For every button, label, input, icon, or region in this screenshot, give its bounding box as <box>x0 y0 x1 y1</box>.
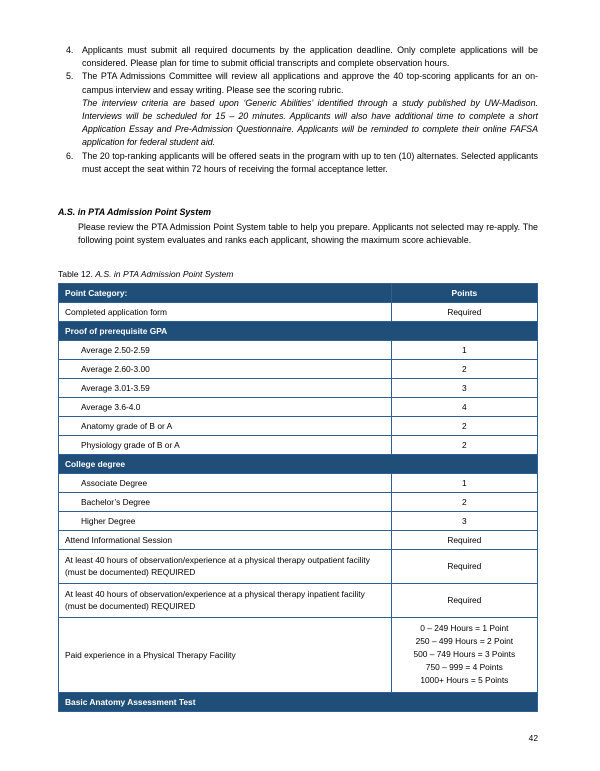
table-row <box>59 379 538 398</box>
table-cell-points <box>391 531 537 550</box>
table-cell-category-text: Higher Degree <box>81 516 136 526</box>
points-tier: 750 – 999 = 4 Points <box>425 662 503 673</box>
table-cell-points <box>391 550 537 584</box>
list-item-body <box>82 44 538 70</box>
table-cell-category-text: Anatomy grade of B or A <box>81 421 173 431</box>
table-cell-points-text: 1 <box>462 478 467 488</box>
table-cell-points <box>391 583 537 617</box>
table-cell-category <box>59 341 392 360</box>
table-cell-category-text: Paid experience in a Physical Therapy Facility <box>65 649 236 660</box>
points-tier: 250 – 499 Hours = 2 Point <box>415 635 514 646</box>
table-section-label: Basic Anatomy Assessment Test <box>65 696 196 707</box>
section-paragraph: Please review the PTA Admission Point System table to help you prepare. Applicants not selected may re-apply. The following point system evaluates and ranks each applicant, showing the maximum score achievable. <box>78 222 538 246</box>
list-item-text: The 20 top-ranking applicants will be offered seats in the program with up to ten (10) alternates. Selected applicants must accept the seat within 72 hours of receiving the formal acceptance letter. <box>82 150 538 174</box>
list-item <box>62 70 538 149</box>
table-section-label: Proof of prerequisite GPA <box>65 326 168 336</box>
table-cell-points <box>391 474 537 493</box>
table-cell-category-text: Completed application form <box>65 307 167 317</box>
table-row <box>59 493 538 512</box>
table-cell-points-text: Required <box>447 307 482 317</box>
table-header-row <box>59 284 538 303</box>
table-caption <box>58 269 233 279</box>
list-item-body <box>82 70 538 149</box>
points-tier-list <box>392 618 537 692</box>
table-row <box>59 398 538 417</box>
table-cell-points-text: 4 <box>462 402 467 412</box>
table-cell-points-text: Required <box>447 595 482 606</box>
table-row <box>59 550 538 584</box>
points-tier: 1000+ Hours = 5 Points <box>420 675 509 686</box>
table-cell-points-text: 3 <box>462 383 467 393</box>
table-cell-category <box>59 583 392 617</box>
table-cell-points-text: Required <box>447 535 482 545</box>
table-cell-points-text: Required <box>447 561 482 572</box>
table-cell-category-text: Average 3.6-4.0 <box>81 402 141 412</box>
table-section-row <box>59 322 538 341</box>
table-cell-category-text: Physiology grade of B or A <box>81 440 180 450</box>
table-cell-points <box>391 512 537 531</box>
table-cell-category <box>59 360 392 379</box>
points-tier: 0 – 249 Hours = 1 Point <box>420 622 509 633</box>
table-section-cell <box>59 455 538 474</box>
table-cell-category-text: Attend Informational Session <box>65 535 173 545</box>
table-cell-points-text: 2 <box>462 364 467 374</box>
table-cell-category <box>59 512 392 531</box>
table-row <box>59 617 538 692</box>
table-cell-points-text: 2 <box>462 421 467 431</box>
list-item <box>62 150 538 176</box>
table-caption-label: Table 12. <box>58 269 96 279</box>
table-cell-points <box>391 360 537 379</box>
table-cell-points <box>391 417 537 436</box>
points-tier: 500 – 749 Hours = 3 Points <box>413 649 516 660</box>
table-cell-category <box>59 617 392 692</box>
list-item-number: 6. <box>66 150 74 161</box>
table-cell-category <box>59 493 392 512</box>
table-row <box>59 360 538 379</box>
list-item <box>62 44 538 70</box>
table-row <box>59 341 538 360</box>
table-row <box>59 417 538 436</box>
table-cell-category <box>59 417 392 436</box>
table-cell-points <box>391 398 537 417</box>
table-cell-points-text: 1 <box>462 345 467 355</box>
list-item-body <box>82 150 538 176</box>
table-cell-points-text: 3 <box>462 516 467 526</box>
header-cell-category <box>59 284 392 303</box>
header-label-points: Points <box>451 288 478 298</box>
table-row <box>59 531 538 550</box>
table-section-row <box>59 692 538 711</box>
table-row <box>59 512 538 531</box>
table-cell-category <box>59 550 392 584</box>
table-section-cell <box>59 322 538 341</box>
table-caption-title: A.S. in PTA Admission Point System <box>95 269 234 279</box>
admission-point-system-table <box>58 283 538 712</box>
table-cell-category <box>59 436 392 455</box>
section-heading: A.S. in PTA Admission Point System <box>58 207 212 217</box>
table-cell-category-text: Average 2.50-2.59 <box>81 345 150 355</box>
list-item-number: 5. <box>66 71 74 82</box>
table-section-cell <box>59 692 538 711</box>
page-number: 42 <box>528 733 538 743</box>
table-section-row <box>59 455 538 474</box>
table-cell-category <box>59 531 392 550</box>
table-cell-points <box>391 303 537 322</box>
table-cell-category <box>59 379 392 398</box>
table-cell-points <box>391 341 537 360</box>
header-label-category: Point Category: <box>65 288 128 298</box>
table-section-label: College degree <box>65 459 126 469</box>
list-item-number: 4. <box>66 45 74 55</box>
table-cell-category <box>59 303 392 322</box>
table-cell-category <box>59 474 392 493</box>
table-cell-category <box>59 398 392 417</box>
header-cell-points <box>391 284 537 303</box>
table-cell-category-text: At least 40 hours of observation/experience at a physical therapy inpatient facility (must be documented) REQUIRED <box>65 588 365 612</box>
table-cell-category-text: At least 40 hours of observation/experience at a physical therapy outpatient facility (must be documented) REQUIRED <box>65 555 370 578</box>
table-row <box>59 303 538 322</box>
table-cell-points <box>391 493 537 512</box>
table-cell-category-text: Bachelor’s Degree <box>81 497 151 507</box>
table-cell-points <box>391 379 537 398</box>
list-item-text: Applicants must submit all required documents by the application deadline. Only complete applications will be considered. Please plan for time to submit official transcripts and complete observation hours. <box>82 45 538 69</box>
table-cell-points-text: 2 <box>462 440 467 450</box>
table-row <box>59 436 538 455</box>
table-cell-points <box>391 436 537 455</box>
list-item-text: The PTA Admissions Committee will review all applications and approve the 40 top-scoring applicants for an on-campus interview and essay writing. Please see the scoring rubric. <box>82 71 538 95</box>
table-cell-category-text: Average 2.60-3.00 <box>81 364 150 374</box>
table-cell-category-text: Average 3.01-3.59 <box>81 383 150 393</box>
table-cell-category-text: Associate Degree <box>81 478 148 488</box>
table-row <box>59 474 538 493</box>
numbered-list <box>62 44 538 176</box>
list-item-note: The interview criteria are based upon ‘Generic Abilities’ identified through a study published by UW-Madison. Interviews will be scheduled for 15 – 20 minutes. Applicants will also have additional time to complete a short Application Essay and Pre-Admission Questionnaire. Applicants will be reminded to complete their online FAFSA application for federal student aid. <box>82 97 538 148</box>
table-row <box>59 583 538 617</box>
table-cell-points <box>391 617 537 692</box>
table-cell-points-text: 2 <box>462 497 467 507</box>
